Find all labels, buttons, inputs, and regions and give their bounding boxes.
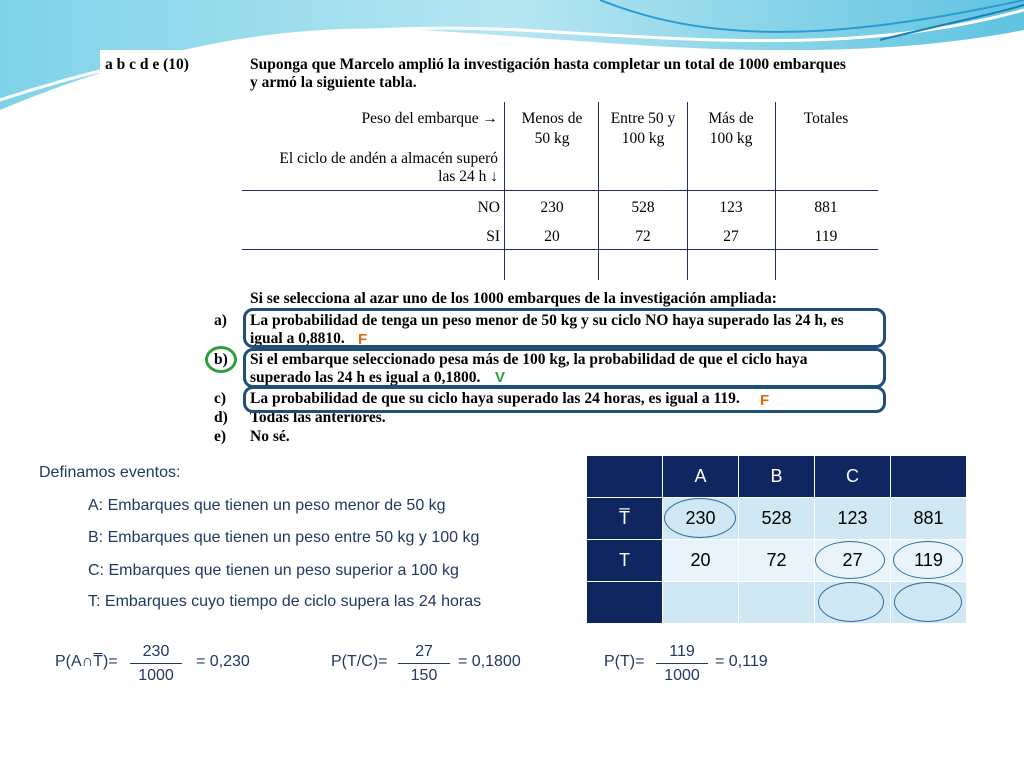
cell-si-2: 72 bbox=[635, 228, 651, 245]
col-header-1a: Menos de bbox=[521, 110, 583, 127]
answer-a-line2: igual a 0,8810. bbox=[250, 330, 345, 347]
fraction-bar bbox=[398, 663, 450, 664]
cell-value: 230 bbox=[663, 498, 739, 540]
mark-true-b: V bbox=[495, 369, 506, 386]
mark-false-c: F bbox=[760, 392, 770, 409]
table-rule bbox=[504, 102, 505, 280]
table-row bbox=[587, 456, 967, 498]
answer-c-highlight bbox=[243, 386, 886, 413]
formula-3-label: P(T)= bbox=[604, 653, 645, 670]
answer-c-line1: La probabilidad de que su ciclo haya superado las 24 horas, es igual a 119. bbox=[250, 390, 740, 407]
cell-no-2: 528 bbox=[631, 199, 655, 216]
formula-3-fraction bbox=[656, 643, 708, 685]
cell-value: 528 bbox=[739, 498, 815, 540]
circle-27 bbox=[815, 541, 885, 579]
row-label-not-t: T̅ bbox=[587, 498, 663, 540]
cell-value: 881 bbox=[891, 498, 967, 540]
answer-b-highlight bbox=[243, 348, 886, 388]
intro-line-1: Suponga que Marcelo amplió la investigación hasta completar un total de 1000 embarques bbox=[250, 56, 846, 73]
answer-b-line2: superado las 24 h es igual a 0,1800. bbox=[250, 369, 481, 386]
row-label-total bbox=[587, 582, 663, 624]
formula-3-numerator: 119 bbox=[669, 643, 695, 660]
cell-no-4: 881 bbox=[814, 199, 838, 216]
formula-1-numerator: 230 bbox=[142, 643, 170, 660]
fraction-bar bbox=[656, 663, 708, 664]
intro-line-2: y armó la siguiente tabla. bbox=[250, 74, 417, 91]
col-header-2b: 100 kg bbox=[621, 130, 665, 147]
table-rule bbox=[242, 190, 878, 191]
header-cell-b: B bbox=[739, 456, 815, 498]
answer-d-letter: d) bbox=[214, 409, 228, 426]
answer-e-letter: e) bbox=[214, 428, 227, 445]
answer-b-letter: b) bbox=[214, 351, 228, 368]
cell-value: 27 bbox=[815, 540, 891, 582]
cell-value: 20 bbox=[663, 540, 739, 582]
row-label-t: T bbox=[587, 540, 663, 582]
row-label-no: NO bbox=[477, 199, 500, 216]
col-header-3a: Más de bbox=[708, 110, 754, 127]
formula-3-result: = 0,119 bbox=[715, 653, 768, 670]
formula-2-label: P(T/C)= bbox=[331, 653, 388, 670]
cell-no-3: 123 bbox=[719, 199, 743, 216]
answer-a-letter: a) bbox=[214, 312, 227, 329]
options-row: a b c d e (10) bbox=[105, 56, 189, 73]
events-heading: Definamos eventos: bbox=[39, 464, 181, 481]
cell-si-3: 27 bbox=[723, 228, 739, 245]
cell-si-4: 119 bbox=[814, 228, 838, 245]
header-cell-a: A bbox=[663, 456, 739, 498]
cell-si-1: 20 bbox=[544, 228, 560, 245]
formula-3-denominator: 1000 bbox=[664, 667, 700, 684]
formula-2-numerator: 27 bbox=[415, 643, 433, 660]
circle-empty-c bbox=[818, 582, 884, 622]
circle-empty-total bbox=[894, 582, 962, 622]
event-b: B: Embarques que tienen un peso entre 50 kg y 100 kg bbox=[88, 529, 480, 546]
formula-2-denominator: 150 bbox=[410, 667, 438, 684]
correct-answer-circle bbox=[205, 346, 237, 373]
col-header-3b: 100 kg bbox=[709, 130, 753, 147]
answer-e-line1: No sé. bbox=[250, 428, 290, 445]
row-label-si: SI bbox=[486, 228, 500, 245]
mark-false-a: F bbox=[358, 331, 368, 348]
fraction-bar bbox=[130, 663, 182, 664]
table-rule bbox=[598, 102, 599, 280]
cell-value bbox=[739, 582, 815, 624]
formula-1-result: = 0,230 bbox=[196, 653, 250, 670]
header-cell-total bbox=[891, 456, 967, 498]
circle-230 bbox=[664, 498, 736, 538]
col-header-2a: Entre 50 y bbox=[610, 110, 676, 127]
formula-1-label: P(A∩T̅)= bbox=[55, 653, 118, 670]
formula-2-result: = 0,1800 bbox=[458, 653, 521, 670]
weight-row-header: Peso del embarque → bbox=[361, 110, 498, 127]
formula-1-denominator: 1000 bbox=[138, 667, 174, 684]
col-header-1b: 50 kg bbox=[534, 130, 570, 147]
event-t: T: Embarques cuyo tiempo de ciclo supera las 24 horas bbox=[88, 593, 482, 610]
table-rule bbox=[242, 249, 878, 250]
answer-d-line1: Todas las anteriores. bbox=[250, 409, 386, 426]
formula-2-fraction bbox=[398, 643, 450, 685]
cell-no-1: 230 bbox=[540, 199, 564, 216]
answer-b-line1: Si el embarque seleccionado pesa más de 100 kg, la probabilidad de que el ciclo haya bbox=[250, 351, 808, 368]
formula-1-fraction bbox=[130, 643, 182, 685]
cell-value: 119 bbox=[891, 540, 967, 582]
question-text: Si se selecciona al azar uno de los 1000 embarques de la investigación ampliada: bbox=[250, 290, 777, 307]
answer-c-letter: c) bbox=[214, 390, 227, 407]
cycle-row-header-1: El ciclo de andén a almacén superó bbox=[279, 150, 498, 167]
cycle-row-header-2: las 24 h ↓ bbox=[438, 168, 498, 185]
header-cell bbox=[587, 456, 663, 498]
event-c: C: Embarques que tienen un peso superior a 100 kg bbox=[88, 562, 459, 579]
table-rule bbox=[775, 102, 776, 280]
cell-value bbox=[663, 582, 739, 624]
answer-a-highlight bbox=[243, 308, 886, 348]
table-rule bbox=[687, 102, 688, 280]
cell-value: 72 bbox=[739, 540, 815, 582]
circle-119 bbox=[893, 541, 963, 579]
col-header-4: Totales bbox=[803, 110, 849, 127]
answer-a-line1: La probabilidad de tenga un peso menor de 50 kg y su ciclo NO haya superado las 24 h, es bbox=[250, 312, 844, 329]
event-a: A: Embarques que tienen un peso menor de 50 kg bbox=[88, 497, 446, 514]
header-cell-c: C bbox=[815, 456, 891, 498]
table-row bbox=[587, 498, 967, 540]
cell-value: 123 bbox=[815, 498, 891, 540]
